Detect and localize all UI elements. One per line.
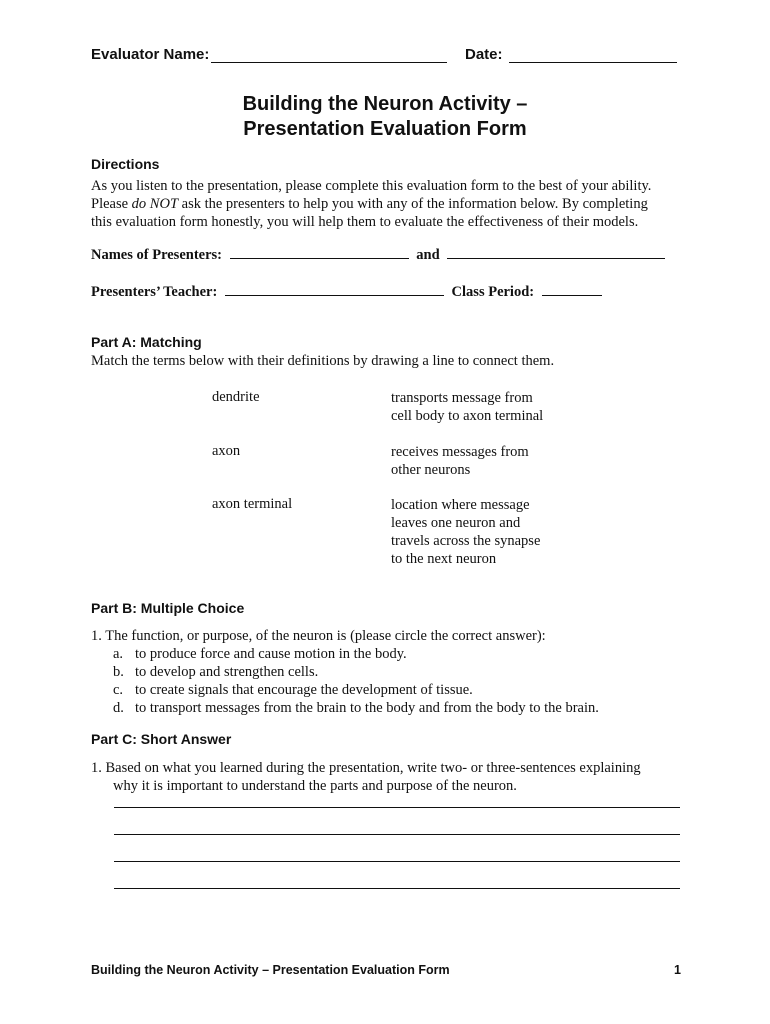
answer-line[interactable] bbox=[114, 834, 680, 835]
short-answer-question bbox=[91, 759, 691, 795]
page-title bbox=[0, 92, 770, 142]
answer-option-d[interactable] bbox=[91, 699, 691, 717]
matching-definition[interactable] bbox=[391, 389, 543, 425]
option-letter: d. bbox=[113, 700, 124, 716]
answer-option-b[interactable] bbox=[91, 663, 691, 681]
part-c-heading: Part C: Short Answer bbox=[91, 731, 232, 747]
definition-line: transports message from bbox=[391, 390, 533, 406]
presenter-name-2-field[interactable] bbox=[447, 258, 665, 259]
title-line-2: Presentation Evaluation Form bbox=[243, 118, 527, 140]
answer-line[interactable] bbox=[114, 807, 680, 808]
teacher-field[interactable] bbox=[225, 295, 444, 296]
page-number: 1 bbox=[674, 963, 681, 977]
presenters-names-row bbox=[91, 247, 665, 264]
matching-definition[interactable] bbox=[391, 496, 540, 568]
evaluator-name-field[interactable] bbox=[211, 62, 447, 63]
page-footer bbox=[91, 963, 681, 977]
definition-line: to the next neuron bbox=[391, 551, 497, 567]
presenter-name-1-field[interactable] bbox=[230, 258, 409, 259]
directions-text bbox=[91, 177, 681, 231]
option-letter: c. bbox=[113, 682, 124, 698]
option-text: to produce force and cause motion in the body. bbox=[135, 646, 407, 662]
matching-definition[interactable] bbox=[391, 443, 529, 479]
presenters-names-label: Names of Presenters: bbox=[91, 247, 222, 263]
date-label: Date: bbox=[465, 46, 503, 63]
directions-line-1: As you listen to the presentation, please complete this evaluation form to the best of your ability. bbox=[91, 178, 652, 194]
teacher-label: Presenters’ Teacher: bbox=[91, 284, 218, 300]
matching-term[interactable]: dendrite bbox=[212, 389, 260, 405]
option-letter: a. bbox=[113, 646, 124, 662]
evaluator-name-label: Evaluator Name: bbox=[91, 46, 210, 63]
matching-term[interactable]: axon terminal bbox=[212, 496, 293, 512]
definition-line: travels across the synapse bbox=[391, 533, 541, 549]
directions-heading: Directions bbox=[91, 156, 160, 172]
option-text: to develop and strengthen cells. bbox=[135, 664, 319, 680]
option-text: to create signals that encourage the development of tissue. bbox=[135, 682, 473, 698]
header-row bbox=[91, 46, 681, 66]
answer-line[interactable] bbox=[114, 888, 680, 889]
answer-option-c[interactable] bbox=[91, 681, 691, 699]
class-period-label: Class Period: bbox=[451, 284, 535, 300]
answer-option-a[interactable] bbox=[91, 645, 691, 663]
definition-line: receives messages from bbox=[391, 444, 529, 460]
part-a-heading: Part A: Matching bbox=[91, 334, 202, 350]
multiple-choice-question bbox=[91, 627, 691, 717]
directions-line-3: this evaluation form honestly, you will help them to evaluate the effectiveness of their models. bbox=[91, 214, 639, 230]
option-letter: b. bbox=[113, 664, 124, 680]
answer-line[interactable] bbox=[114, 861, 680, 862]
part-a-instructions: Match the terms below with their definitions by drawing a line to connect them. bbox=[91, 353, 555, 369]
class-period-field[interactable] bbox=[542, 295, 602, 296]
date-field[interactable] bbox=[509, 62, 677, 63]
presenters-and-label: and bbox=[416, 247, 440, 263]
part-b-heading: Part B: Multiple Choice bbox=[91, 600, 245, 616]
matching-term[interactable]: axon bbox=[212, 443, 241, 459]
directions-emphasis: do NOT bbox=[131, 196, 179, 212]
footer-title: Building the Neuron Activity – Presentation Evaluation Form bbox=[91, 963, 450, 977]
title-line-1: Building the Neuron Activity – bbox=[242, 93, 528, 115]
question-line-1: 1. Based on what you learned during the presentation, write two- or three-sentences explaining bbox=[91, 760, 641, 776]
directions-line-2-start: Please bbox=[91, 196, 132, 212]
directions-line-2-end: ask the presenters to help you with any of the information below. By completing bbox=[178, 196, 648, 212]
directions-line-2 bbox=[91, 195, 681, 213]
option-text: to transport messages from the brain to the body and from the body to the brain. bbox=[135, 700, 599, 716]
definition-line: other neurons bbox=[391, 462, 471, 478]
question-line-2: why it is important to understand the parts and purpose of the neuron. bbox=[113, 778, 517, 794]
definition-line: cell body to axon terminal bbox=[391, 408, 544, 424]
question-text: 1. The function, or purpose, of the neuron is (please circle the correct answer): bbox=[91, 628, 546, 644]
definition-line: leaves one neuron and bbox=[391, 515, 521, 531]
presenters-teacher-row bbox=[91, 284, 602, 301]
definition-line: location where message bbox=[391, 497, 530, 513]
